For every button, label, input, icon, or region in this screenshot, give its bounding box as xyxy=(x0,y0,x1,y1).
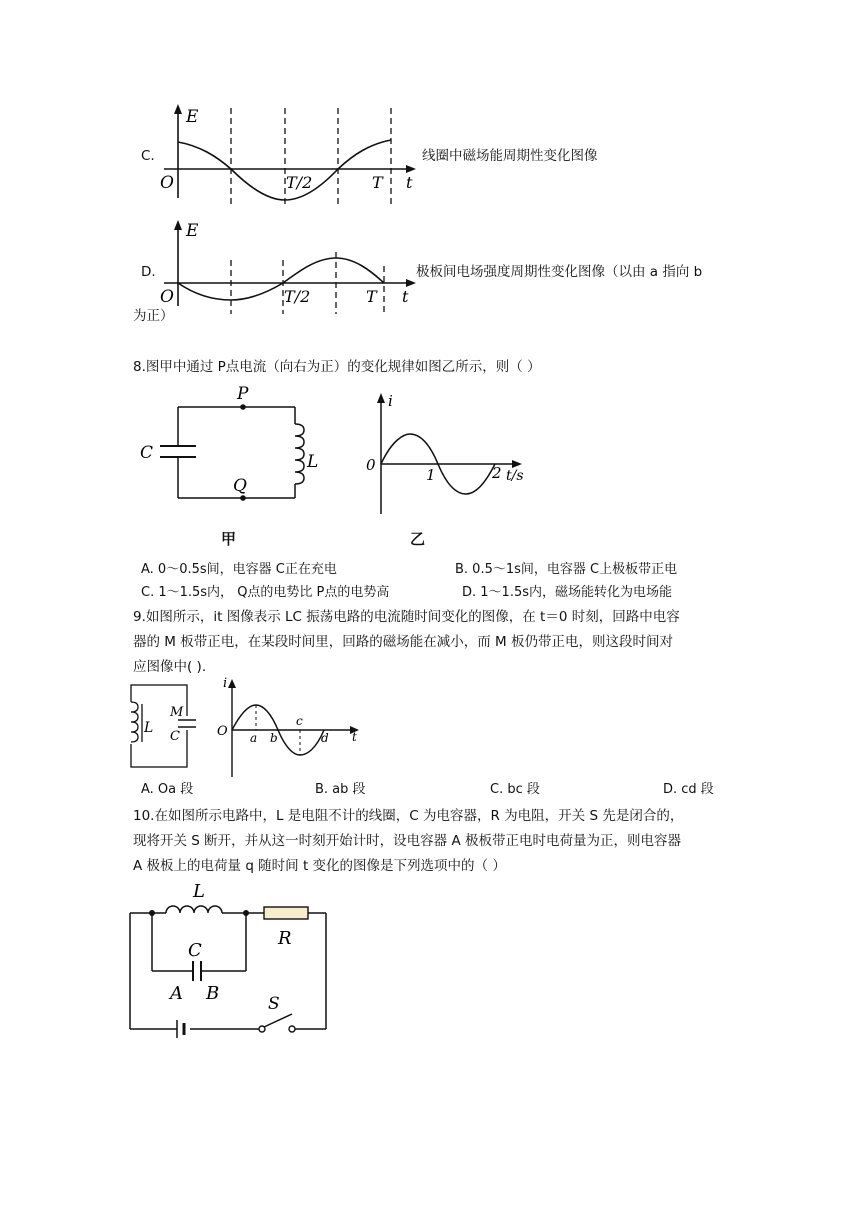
q9-point-b: b xyxy=(270,731,278,745)
q8-caption-yi: 乙 xyxy=(410,530,426,548)
q7d-tick-t: T xyxy=(366,287,377,306)
q7d-axis-t: t xyxy=(402,287,409,306)
q10-label-b: B xyxy=(206,983,220,1004)
q8-circuit-jia xyxy=(130,380,320,550)
q10-label-s: S xyxy=(268,994,280,1014)
q8-stem: 8.图甲中通过 P点电流（向右为正）的变化规律如图乙所示，则（ ） xyxy=(133,359,541,375)
q7c-tick-t: T xyxy=(372,173,383,192)
q10-label-r: R xyxy=(278,928,292,949)
q7c-axis-t: t xyxy=(406,173,413,192)
q9-stem-line2: 器的 M 板带正电，在某段时间里，回路的磁场能在减小，而 M 板仍带正电，则这段时间对 xyxy=(133,634,673,650)
q8-label-l: L xyxy=(307,452,319,472)
q8-option-b: B. 0.5～1s间，电容器 C上极板带正电 xyxy=(455,562,678,577)
q8-label-p: P xyxy=(237,384,249,404)
q10-stem-line3: A 极板上的电荷量 q 随时间 t 变化的图像是下列选项中的（ ） xyxy=(133,858,506,874)
q9-stem-line3: 应图像中( ). xyxy=(133,659,207,675)
q8-label-q: Q xyxy=(233,476,247,496)
q7-graph-d xyxy=(150,216,420,316)
q9-point-c: c xyxy=(296,714,303,728)
q7d-tick-half: T/2 xyxy=(284,287,311,306)
q10-circuit xyxy=(120,872,340,1047)
q9-axis-i: i xyxy=(223,676,228,691)
q7-option-d-letter: D. xyxy=(141,264,156,280)
q9-stem-line1: 9.如图所示，it 图像表示 LC 振荡电路的电流随时间变化的图像，在 t＝0 时刻，回路中电容 xyxy=(133,609,680,625)
q9-circuit xyxy=(128,682,208,772)
q10-stem-line1: 10.在如图所示电路中，L 是电阻不计的线圈，C 为电容器，R 为电阻，开关 S 先是闭合的， xyxy=(133,808,684,824)
q8-option-c: C. 1～1.5s内， Q点的电势比 P点的电势高 xyxy=(141,585,390,600)
q9-graph xyxy=(212,675,367,780)
q8-axis-t: t/s xyxy=(506,468,524,484)
q8-tick-2: 2 xyxy=(492,464,502,482)
q8-tick-1: 1 xyxy=(426,466,436,484)
q9-option-d: D. cd 段 xyxy=(663,782,714,797)
q7-option-c-letter: C. xyxy=(141,148,155,164)
q9-option-c: C. bc 段 xyxy=(490,782,540,797)
q7-option-d-text: 极板间电场强度周期性变化图像（以由 a 指向 b xyxy=(416,264,703,280)
q10-label-c: C xyxy=(188,940,202,961)
q9-axis-t: t xyxy=(352,730,357,744)
q10-label-a: A xyxy=(170,983,183,1004)
q9-point-d: d xyxy=(321,731,329,745)
q9-option-b: B. ab 段 xyxy=(315,782,366,797)
q7c-tick-half: T/2 xyxy=(286,173,313,192)
q7-graph-c xyxy=(150,100,420,210)
q9-option-a: A. Oa 段 xyxy=(141,782,194,797)
q7c-origin: O xyxy=(160,173,174,193)
q9-origin: O xyxy=(217,724,228,739)
q8-option-a: A. 0～0.5s间，电容器 C正在充电 xyxy=(141,562,337,577)
q9-label-m: M xyxy=(170,705,184,720)
q9-label-c: C xyxy=(170,729,180,744)
q7c-axis-e: E xyxy=(186,107,199,127)
q10-label-l: L xyxy=(193,881,205,902)
q8-caption-jia: 甲 xyxy=(221,530,237,548)
q8-origin: 0 xyxy=(366,456,376,474)
q7d-origin: O xyxy=(160,287,174,307)
q8-label-c: C xyxy=(140,443,154,463)
q8-option-d: D. 1～1.5s内，磁场能转化为电场能 xyxy=(462,585,672,600)
q9-label-l: L xyxy=(144,720,154,736)
q9-point-a: a xyxy=(250,731,258,745)
q7-option-d-continued: 为正） xyxy=(133,308,174,324)
q7d-axis-e: E xyxy=(186,221,199,241)
q7-option-c-text: 线圈中磁场能周期性变化图像 xyxy=(422,148,598,164)
q8-graph-yi xyxy=(360,388,540,518)
q10-stem-line2: 现将开关 S 断开，并从这一时刻开始计时，设电容器 A 极板带正电时电荷量为正，则电容器 xyxy=(133,833,681,849)
q8-axis-i: i xyxy=(388,392,393,410)
